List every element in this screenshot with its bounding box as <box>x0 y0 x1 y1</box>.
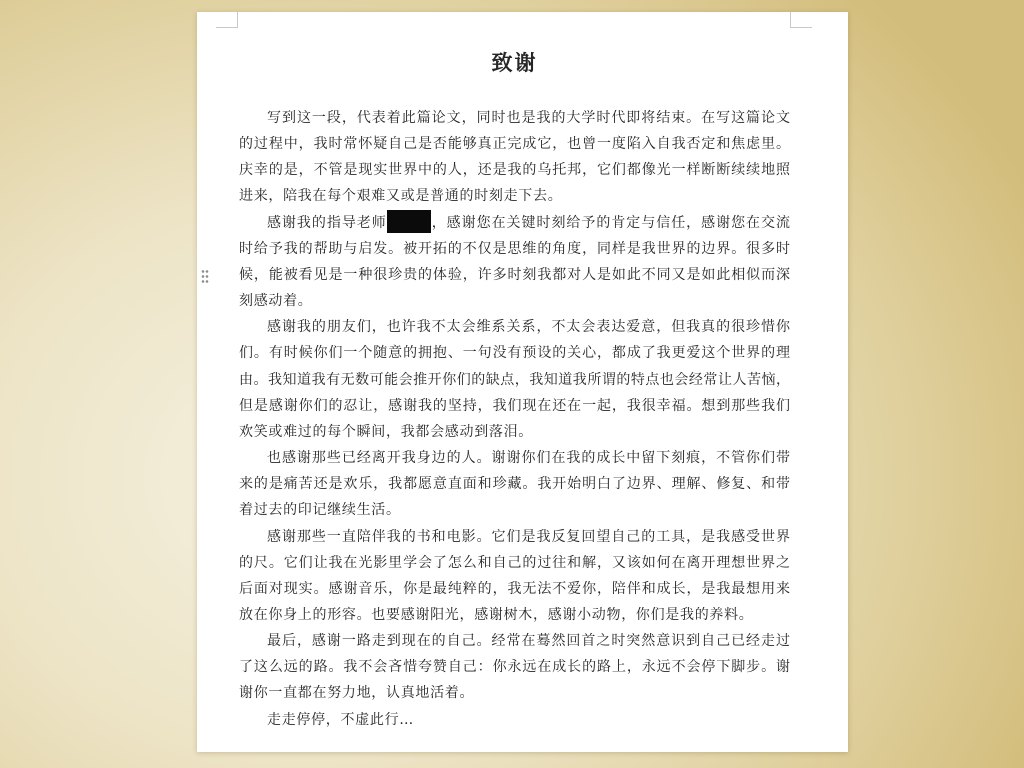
text-line: 候，能被看见是一种很珍贵的体验，许多时刻我都对人是如此不同又是如此相似而深 <box>239 266 790 283</box>
text-line: 的过程中，我时常怀疑自己是否能够真正完成它，也曾一度陷入自我否定和焦虑里。 <box>239 136 790 153</box>
redaction-block <box>387 210 431 233</box>
text-line: 也感谢那些已经离开我身边的人。谢谢你们在我的成长中留下刻痕，不管你们带 <box>267 450 790 467</box>
text-line: 但是感谢你们的忍让，感谢我的坚持，我们现在还在一起，我很幸福。想到那些我们 <box>239 397 790 414</box>
text-line: 写到这一段，代表着此篇论文，同时也是我的大学时代即将结束。在写这篇论文 <box>267 110 790 126</box>
text-line: 最后，感谢一路走到现在的自己。经常在蓦然回首之时突然意识到自己已经走过 <box>267 633 790 650</box>
text-line: 着过去的印记继续生活。 <box>239 502 401 519</box>
text-line: 后面对现实。感谢音乐，你是最纯粹的，我无法不爱你，陪伴和成长，是我最想用来 <box>239 580 790 597</box>
text-line: 走走停停，不虚此行… <box>267 711 414 728</box>
text-line: 庆幸的是，不管是现实世界中的人，还是我的乌托邦，它们都像光一样断断续续地照 <box>239 162 790 179</box>
text-line: 谢你一直都在努力地，认真地活着。 <box>239 685 475 702</box>
text-line: 感谢我的朋友们，也许我不太会维系关系，不太会表达爱意，但我真的很珍惜你 <box>267 319 790 336</box>
text-line: 们。有时候你们一个随意的拥抱、一句没有预设的关心，都成了我更爱这个世界的理 <box>239 345 790 362</box>
text-segment: 感谢我的指导老师 <box>267 214 387 231</box>
text-segment: ，感谢您在关键时刻给予的肯定与信任，感谢您在交流 <box>430 214 790 231</box>
paragraph-self <box>239 628 790 706</box>
text-line: 了这么远的路。我不会吝惜夸赞自己：你永远在成长的路上，永远不会停下脚步。谢 <box>239 659 790 676</box>
text-line: 感谢那些一直陪伴我的书和电影。它们是我反复回望自己的工具，是我感受世界 <box>267 528 790 545</box>
drag-handle-icon[interactable] <box>201 269 209 284</box>
paragraph-books-films <box>239 524 790 629</box>
paragraph-departed <box>239 445 790 523</box>
paragraph-advisor <box>239 210 790 315</box>
document-body <box>239 105 790 733</box>
text-line: 刻感动着。 <box>239 293 313 310</box>
text-boundary-corner-mark <box>790 12 812 28</box>
document-page[interactable] <box>197 12 848 752</box>
text-line: 的尺。它们让我在光影里学会了怎么和自己的过往和解，又该如何在离开理想世界之 <box>239 554 790 571</box>
text-boundary-corner-mark <box>216 12 238 28</box>
paragraph-friends <box>239 314 790 445</box>
text-line: 时给予我的帮助与启发。被开拓的不仅是思维的角度，同样是我世界的边界。很多时 <box>239 240 790 257</box>
text-line: 放在你身上的形容。也要感谢阳光，感谢树木，感谢小动物，你们是我的养料。 <box>239 606 754 623</box>
paragraph-intro <box>239 105 790 210</box>
text-line: 来的是痛苦还是欢乐，我都愿意直面和珍藏。我开始明白了边界、理解、修复、和带 <box>239 476 790 493</box>
document-title: 致谢 <box>491 50 538 75</box>
text-line: 进来，陪我在每个艰难又或是普通的时刻走下去。 <box>239 188 563 205</box>
paragraph-closing <box>239 707 790 733</box>
text-line <box>239 210 790 236</box>
text-line: 由。我知道我有无数可能会推开你们的缺点，我知道我所谓的特点也会经常让人苦恼， <box>239 371 790 388</box>
text-line: 欢笑或难过的每个瞬间，我都会感动到落泪。 <box>239 423 533 440</box>
